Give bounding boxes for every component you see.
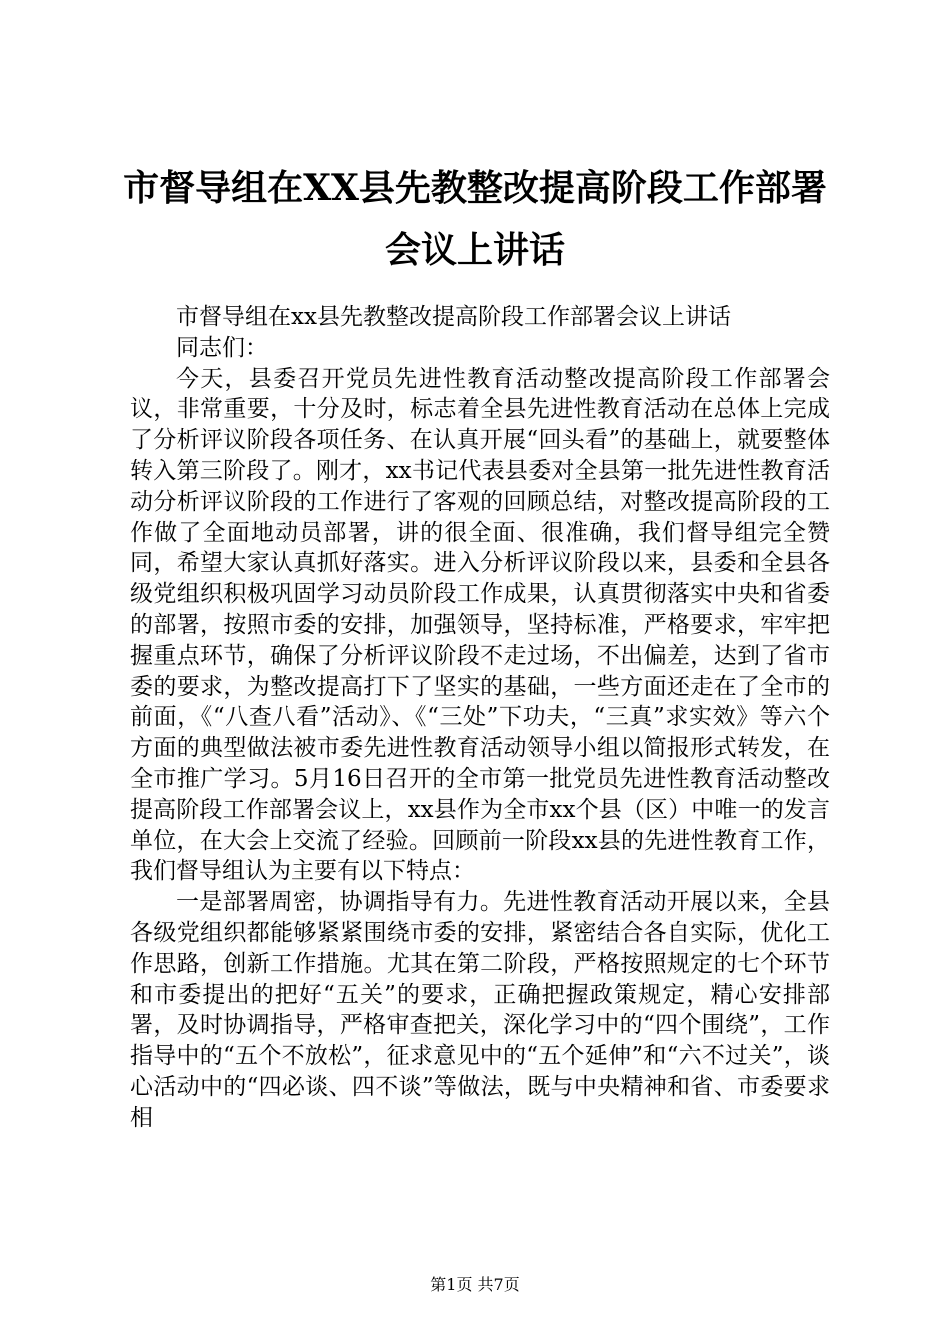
paragraph-2: 一是部署周密，协调指导有力。先进性教育活动开展以来，全县各级党组织都能够紧紧围绕市委的安排，紧密结合各自实际，优化工作思路，创新工作措施。尤其在第二阶段，严格按照规定的七个环节和市委提出的把好“五关”的要求，正确把握政策规定，精心安排部署，及时协调指导，严格审查把关，深化学习中的“四个围绕”，工作指导中的“五个不放松”，征求意见中的“五个延伸”和“六不过关”，谈心活动中的“四必谈、四不谈”等做法，既与中央精神和省、市委要求相 xyxy=(130,889,830,1131)
document-title-line-1: 市督导组在XX县先教整改提高阶段工作部署 xyxy=(123,167,827,209)
document-body xyxy=(130,302,830,1134)
page-footer: 第1页 共7页 xyxy=(430,1275,520,1294)
document-subtitle: 市督导组在xx县先教整改提高阶段工作部署会议上讲话 xyxy=(176,304,731,330)
salutation: 同志们： xyxy=(176,334,268,361)
document-title-line-2: 会议上讲话 xyxy=(384,229,565,271)
paragraph-1: 今天，县委召开党员先进性教育活动整改提高阶段工作部署会议，非常重要，十分及时，标志着全县先进性教育活动在总体上完成了分析评议阶段各项任务、在认真开展“回头看”的基础上，就要整体转入第三阶段了。刚才，xx书记代表县委对全县第一批先进性教育活动分析评议阶段的工作进行了客观的回顾总结，对整改提高阶段的工作做了全面地动员部署，讲的很全面、很准确，我们督导组完全赞同，希望大家认真抓好落实。进入分析评议阶段以来，县委和全县各级党组织积极巩固学习动员阶段工作成果，认真贯彻落实中央和省委的部署，按照市委的安排，加强领导，坚持标准，严格要求，牢牢把握重点环节，确保了分析评议阶段不走过场，不出偏差，达到了省市委的要求，为整改提高打下了坚实的基础，一些方面还走在了全市的前面，《“八查八看”活动》、《“三处”下功夫，“三真”求实效》等六个方面的典型做法被市委先进性教育活动领导小组以简报形式转发，在全市推广学习。5月16日召开的全市第一批党员先进性教育活动整改提高阶段工作部署会议上，xx县作为全市xx个县（区）中唯一的发言单位，在大会上交流了经验。回顾前一阶段xx县的先进性教育工作，我们督导组认为主要有以下特点： xyxy=(130,365,830,885)
